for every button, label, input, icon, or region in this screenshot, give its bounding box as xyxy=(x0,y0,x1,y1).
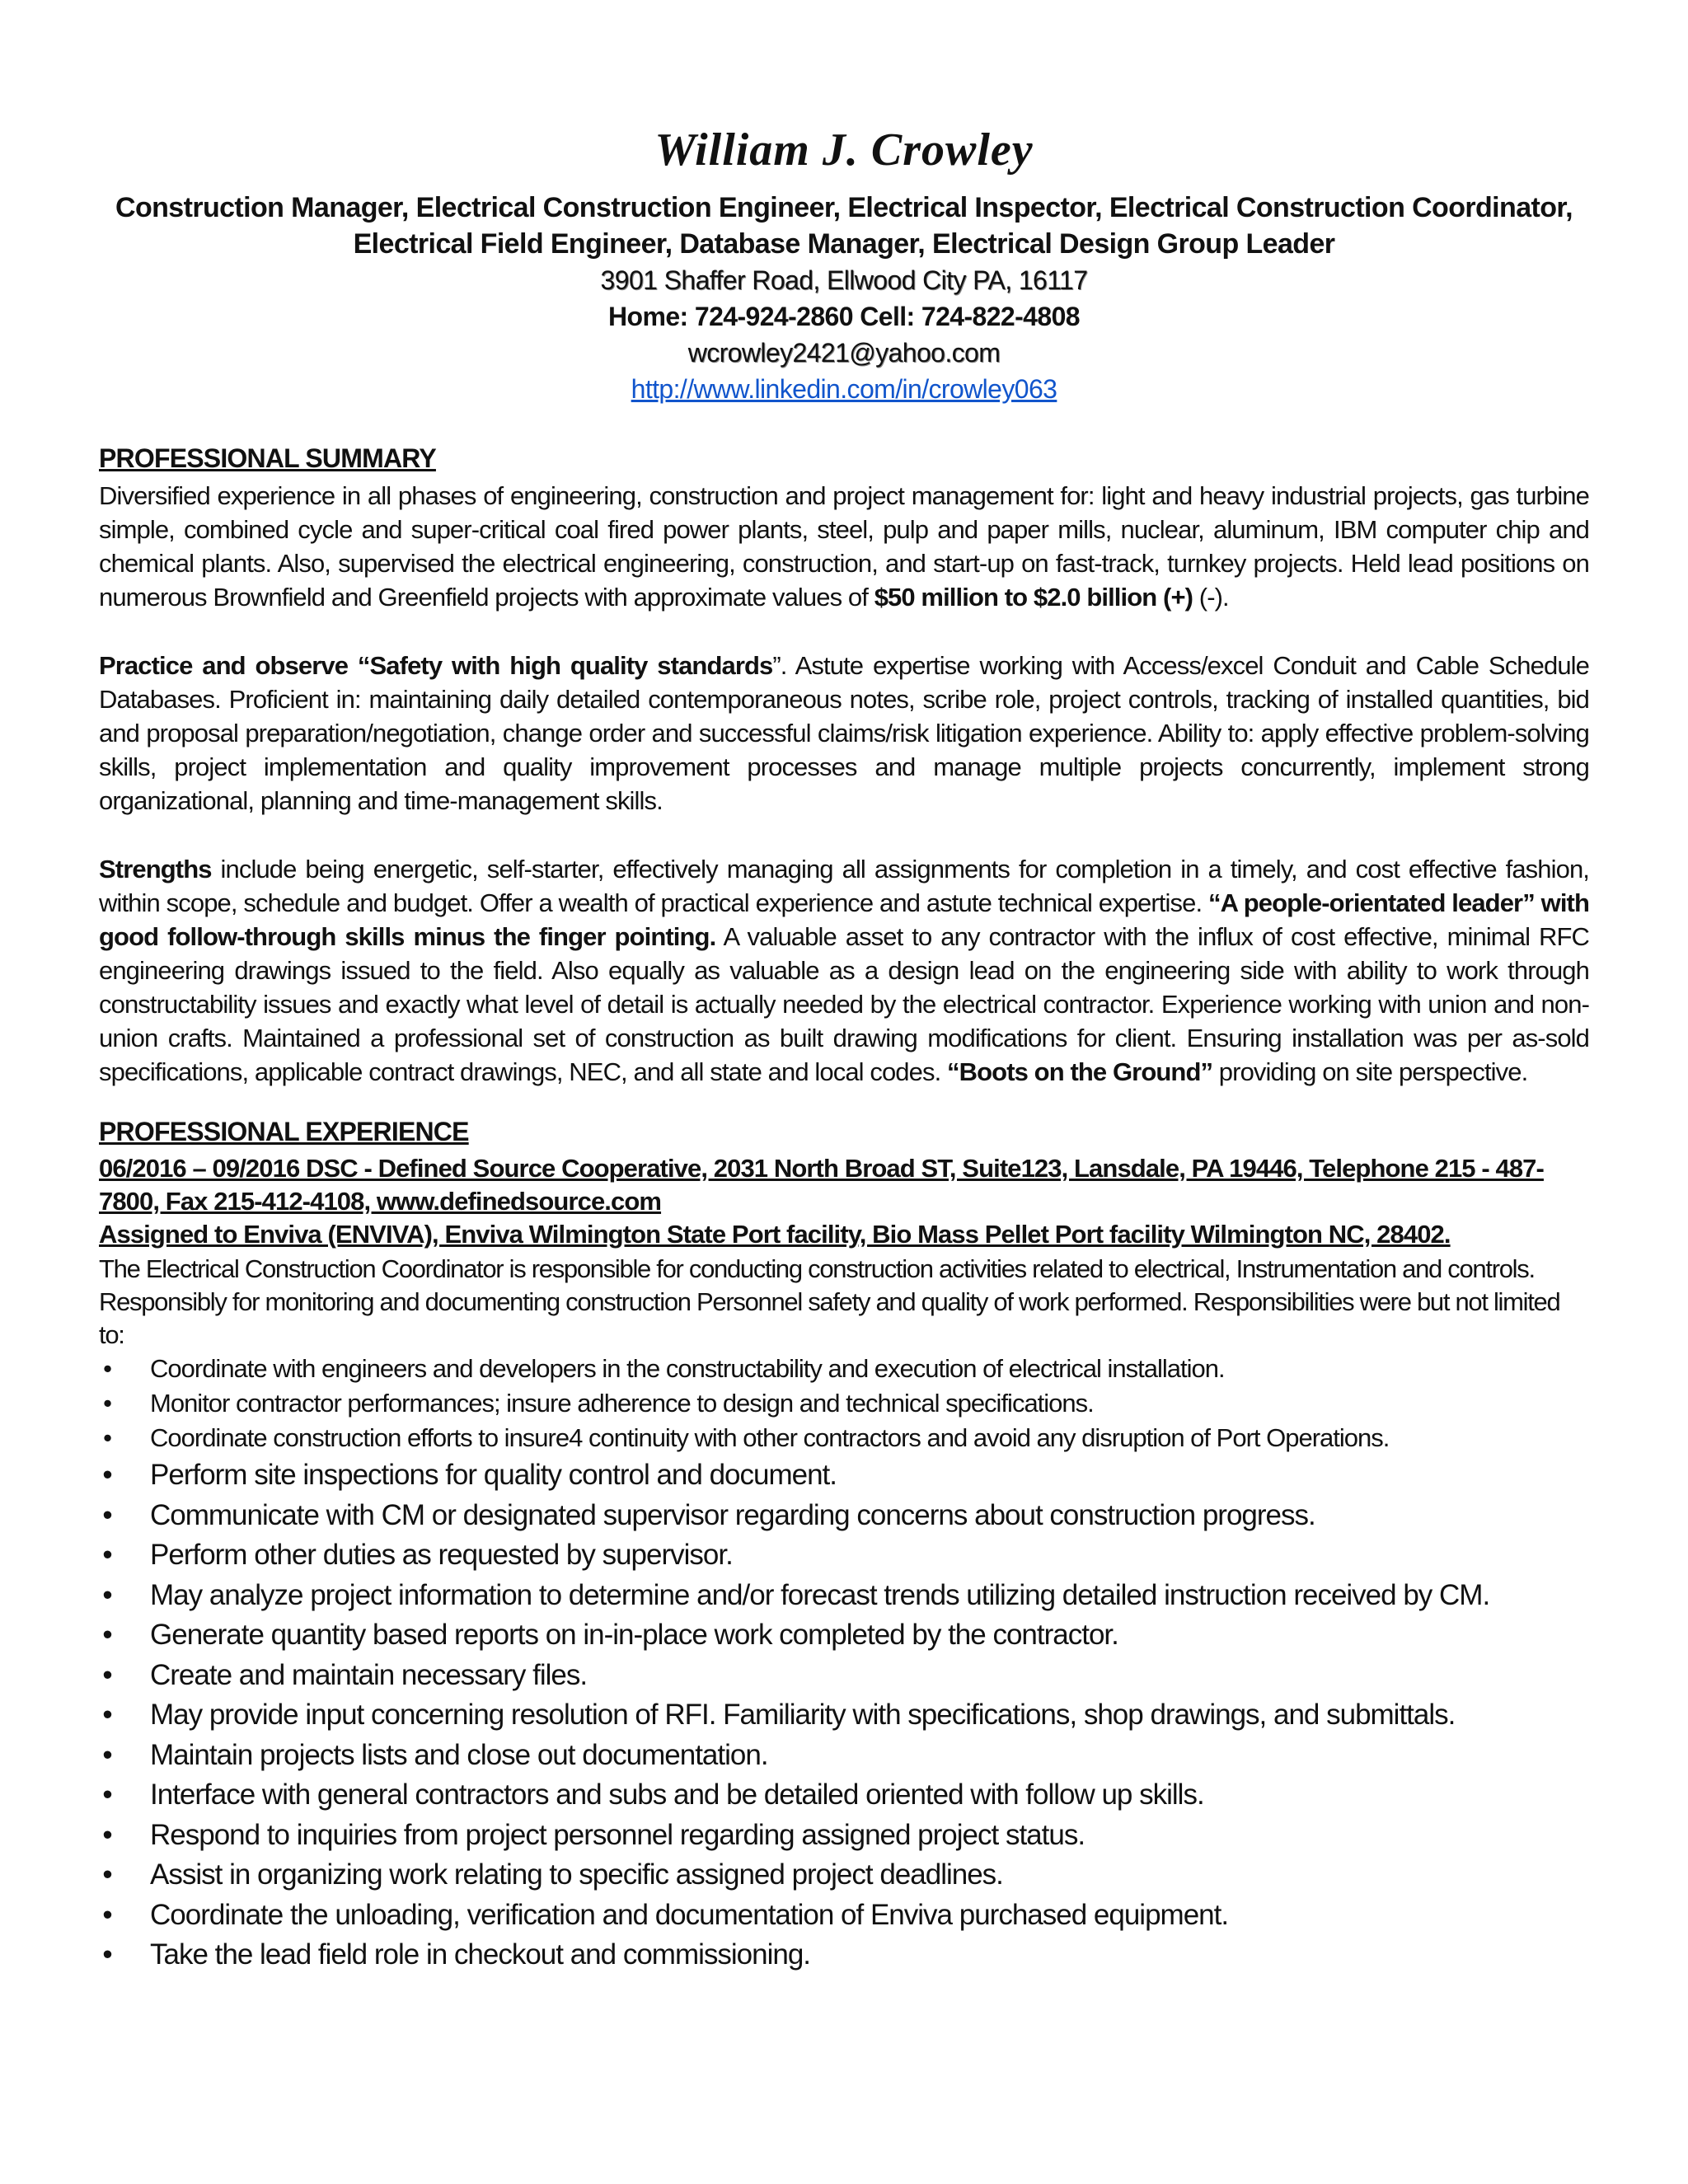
bullet-icon: • xyxy=(102,1858,112,1891)
summary-heading: PROFESSIONAL SUMMARY xyxy=(99,443,436,473)
bullet-icon: • xyxy=(102,1459,112,1491)
phone-numbers: Home: 724-924-2860 Cell: 724-822-4808 xyxy=(608,302,1080,331)
bullet-icon: • xyxy=(103,1354,111,1383)
bullet-icon: • xyxy=(103,1389,111,1418)
bullet-icon: • xyxy=(102,1898,112,1931)
bullet-icon: • xyxy=(102,1738,112,1771)
list-item: • Coordinate the unloading, verification and documentation of Enviva purchased equipment. xyxy=(99,1896,1589,1936)
summary-paragraph-3: Strengths include being energetic, self-starter, effectively managing all assignments for completion in a timely, and cost effective fashion, within scope, schedule and budget. Offer a wealth of practical experience and astute technical expertise. “A people-orientated leader” with good follow-through skills minus the finger pointing. A valuable asset to any contractor with the influx of cost effective, minimal RFC engineering drawings issued to the field. Also equally as valuable as a design lead on the engineering side with ability to work through constructability issues and exactly what level of detail is actually needed by the electrical contractor. Experience working with union and non-union crafts. Maintained a professional set of construction as built drawing modifications for client. Ensuring installation was per as-sold specifications, applicable contract drawings, NEC, and all state and local codes. “Boots on the Ground” providing on site perspective. xyxy=(99,855,1590,1086)
bullet-icon: • xyxy=(102,1818,112,1851)
list-item: • Coordinate with engineers and developers in the constructability and execution of electrical installation. xyxy=(99,1352,1589,1386)
list-item: • Monitor contractor performances; insure adherence to design and technical specifications. xyxy=(99,1386,1589,1421)
list-item: • May analyze project information to determine and/or forecast trends utilizing detailed instruction received by CM. xyxy=(99,1576,1589,1616)
list-item: • Perform site inspections for quality control and document. xyxy=(99,1455,1589,1496)
linkedin-link[interactable]: http://www.linkedin.com/in/crowley063 xyxy=(631,374,1057,404)
job-titles-line-2: Electrical Field Engineer, Database Manager, Electrical Design Group Leader xyxy=(353,228,1335,260)
responsibilities-list-small xyxy=(99,1352,1589,1455)
list-item: • Take the lead field role in checkout and commissioning. xyxy=(99,1935,1589,1975)
bullet-icon: • xyxy=(102,1619,112,1651)
list-item: • Create and maintain necessary files. xyxy=(99,1656,1589,1696)
list-item: • Perform other duties as requested by supervisor. xyxy=(99,1535,1589,1576)
experience-heading: PROFESSIONAL EXPERIENCE xyxy=(99,1117,469,1146)
summary-paragraph-1: Diversified experience in all phases of engineering, construction and project management for: light and heavy industrial projects, gas turbine simple, combined cycle and super-critical coal fired power plants, steel, pulp and paper mills, nuclear, aluminum, IBM computer chip and chemical plants. Also, supervised the electrical engineering, construction, and start-up on fast-track, turnkey projects. Held lead positions on numerous Brownfield and Greenfield projects with approximate values of $50 million to $2.0 billion (+) (-). xyxy=(99,481,1589,612)
summary-paragraph-2: Practice and observe “Safety with high quality standards”. Astute expertise working with Access/excel Conduit and Cable Schedule Databases. Proficient in: maintaining daily detailed contemporaneous notes, scribe role, project controls, tracking of installed quantities, bid and proposal preparation/negotiation, change order and successful claims/risk litigation experience. Ability to: apply effective problem-solving skills, project implementation and quality improvement processes and manage multiple projects concurrently, implement strong organizational, planning and time-management skills. xyxy=(99,651,1589,815)
list-item: • Maintain projects lists and close out documentation. xyxy=(99,1736,1589,1776)
bullet-icon: • xyxy=(102,1539,112,1571)
list-item: • Assist in organizing work relating to specific assigned project deadlines. xyxy=(99,1855,1589,1896)
job-entry-header: 06/2016 – 09/2016 DSC - Defined Source Cooperative, 2031 North Broad ST, Suite123, Lansdale, PA 19446, Telephone 215 - 487-7800, Fax 215-412-4108, www.definedsource.com xyxy=(99,1154,1544,1216)
bullet-icon: • xyxy=(102,1578,112,1611)
list-item: • Respond to inquiries from project personnel regarding assigned project status. xyxy=(99,1816,1589,1856)
list-item: • Communicate with CM or designated supervisor regarding concerns about construction progress. xyxy=(99,1496,1589,1536)
job-titles-line-1: Construction Manager, Electrical Construction Engineer, Electrical Inspector, Electrical Construction Coordinator, xyxy=(115,192,1573,223)
bullet-icon: • xyxy=(102,1938,112,1971)
list-item: • Coordinate construction efforts to insure4 continuity with other contractors and avoid any disruption of Port Operations. xyxy=(99,1421,1589,1455)
list-item: • Interface with general contractors and subs and be detailed oriented with follow up skills. xyxy=(99,1775,1589,1816)
bullet-icon: • xyxy=(103,1423,111,1452)
bullet-icon: • xyxy=(102,1658,112,1691)
job-titles xyxy=(99,190,1589,262)
bullet-icon: • xyxy=(102,1498,112,1531)
job-assignment: Assigned to Enviva (ENVIVA), Enviva Wilmington State Port facility, Bio Mass Pellet Port facility Wilmington NC, 28402. xyxy=(99,1220,1451,1249)
candidate-name: William J. Crowley xyxy=(654,124,1034,176)
bullet-icon: • xyxy=(102,1779,112,1811)
responsibilities-list xyxy=(99,1455,1589,1975)
list-item: • May provide input concerning resolution of RFI. Familiarity with specifications, shop drawings, and submittals. xyxy=(99,1695,1589,1736)
job-description: The Electrical Construction Coordinator is responsible for conducting construction activities related to electrical, Instrumentation and controls. Responsibly for monitoring and documenting construction Personnel safety and quality of work performed. Responsibilities were but not limited to: xyxy=(99,1254,1560,1349)
bullet-icon: • xyxy=(102,1699,112,1731)
address: 3901 Shaffer Road, Ellwood City PA, 16117 xyxy=(600,265,1088,295)
list-item: • Generate quantity based reports on in-in-place work completed by the contractor. xyxy=(99,1615,1589,1656)
email-address: wcrowley2421@yahoo.com xyxy=(687,338,1001,368)
